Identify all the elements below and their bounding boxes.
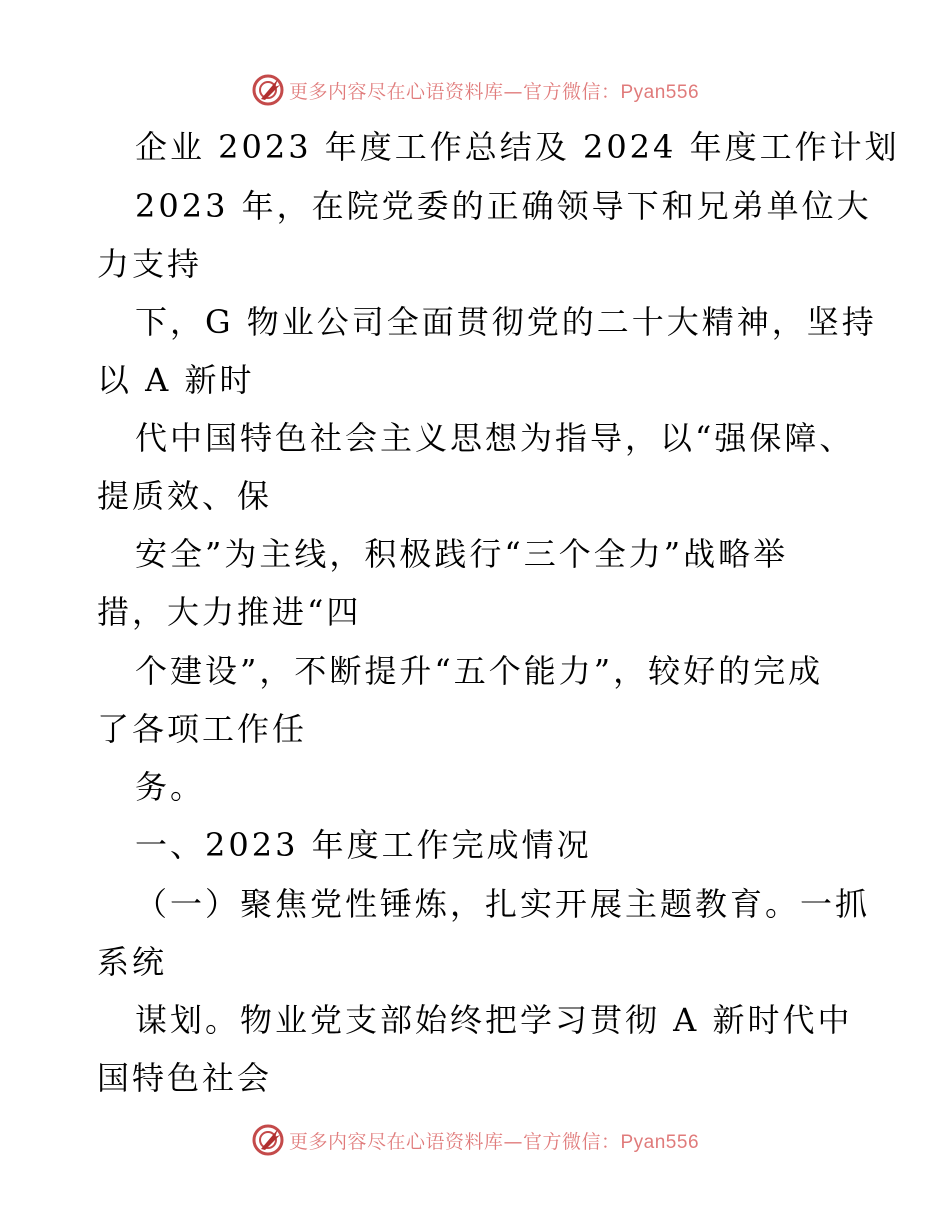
text-line: 以 A 新时 [97,361,255,399]
watermark-text: 更多内容尽在心语资料库—官方微信：Pyan556 [288,1130,700,1153]
text-line: 提质效、保 [97,477,273,515]
text-line: 措，大力推进“四 [97,593,362,631]
text-line: 2023 年，在院党委的正确领导下和兄弟单位大 [135,187,872,225]
section-heading: 一、2023 年度工作完成情况 [135,826,592,864]
watermark-footer [0,1120,950,1160]
text-line: 个建设”，不断提升“五个能力”，较好的完成 [135,652,824,690]
document-title: 企业 2023 年度工作总结及 2024 年度工作计划 [135,128,900,166]
watermark-id: Pyan556 [620,81,700,103]
text-line: 安全”为主线，积极践行“三个全力”战略举 [135,535,789,573]
text-line: 下，G 物业公司全面贯彻党的二十大精神，坚持 [135,303,877,341]
quill-logo-icon [251,1123,285,1157]
text-line: 力支持 [97,245,203,283]
subsection-heading: （一）聚焦党性锤炼，扎实开展主题教育。一抓 [135,885,871,923]
text-line: 系统 [97,943,168,981]
text-line: 代中国特色社会主义思想为指导，以“强保障、 [135,419,855,457]
text-line: 务。 [135,768,206,806]
watermark-id: Pyan556 [620,1131,700,1153]
text-line: 谋划。物业党支部始终把学习贯彻 A 新时代中 [135,1001,853,1039]
text-line: 了各项工作任 [97,710,308,748]
watermark-text: 更多内容尽在心语资料库—官方微信：Pyan556 [288,80,700,103]
text-line: 国特色社会 [97,1059,273,1097]
